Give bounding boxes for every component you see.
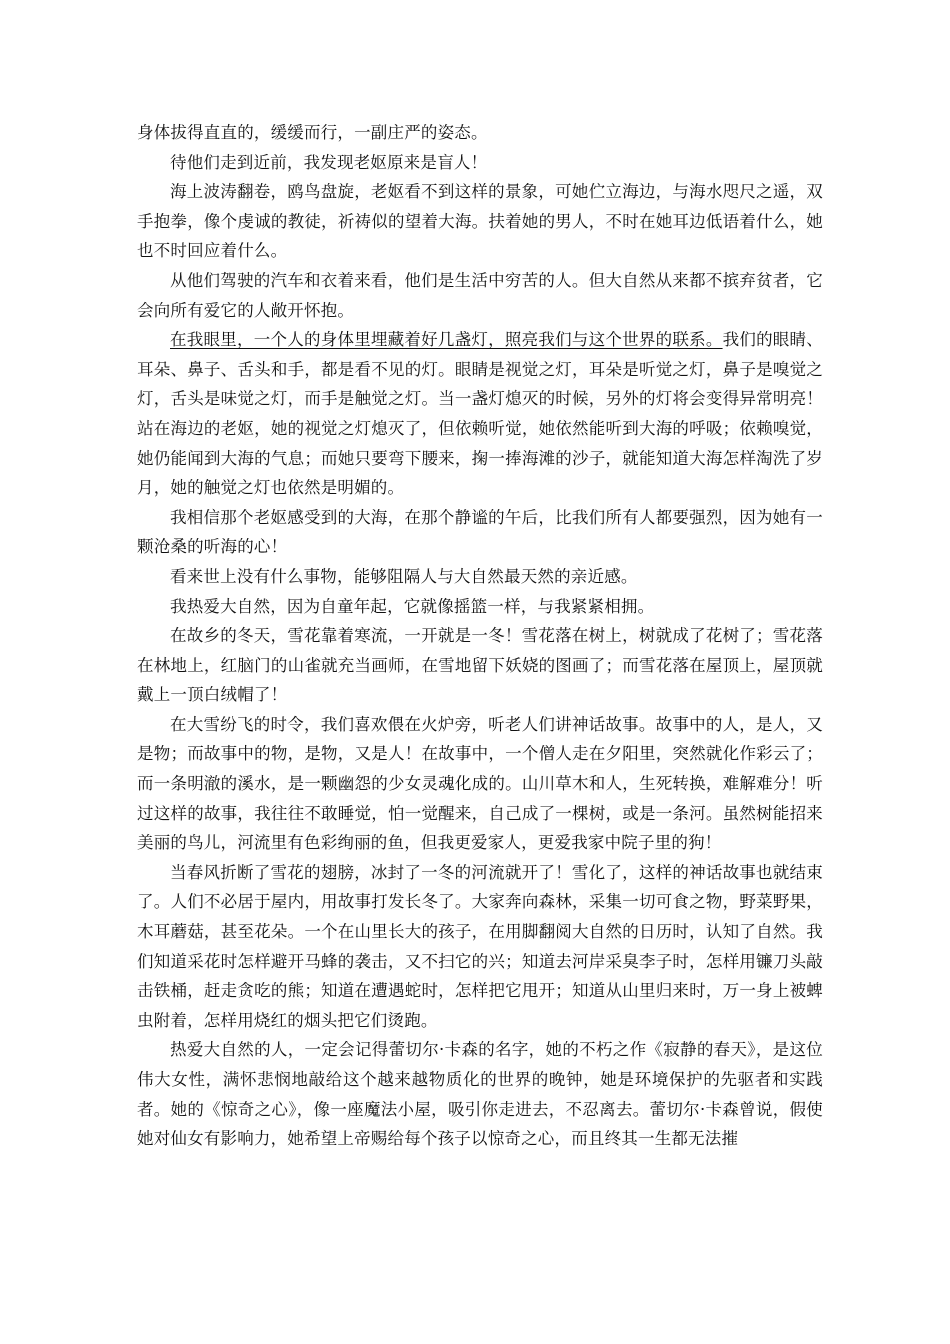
paragraph-text: 待他们走到近前，我发现老妪原来是盲人！ <box>170 152 488 172</box>
paragraph-text: 在故乡的冬天，雪花靠着寒流，一开就是一冬！雪花落在树上，树就成了花树了；雪花落在林地上，红脑门的山雀就充当画师，在雪地留下妖娆的图画了；而雪花落在屋顶上，屋顶就戴上一顶白绒帽了！ <box>137 626 823 705</box>
paragraph-text: 我们的眼睛、耳朵、鼻子、舌头和手，都是看不见的灯。眼睛是视觉之灯，耳朵是听觉之灯，鼻子是嗅觉之灯，舌头是味觉之灯，而手是触觉之灯。当一盏灯熄灭的时候，另外的灯将会变得异常明亮！站在海边的老妪，她的视觉之灯熄灭了，但依赖听觉，她依然能听到大海的呼吸；依赖嗅觉，她仍能闻到大海的气息；而她只要弯下腰来，掬一捧海滩的沙子，就能知道大海怎样淘洗了岁月，她的触觉之灯也依然是明媚的。 <box>137 330 824 498</box>
paragraph-text: 我相信那个老妪感受到的大海，在那个静谧的午后，比我们所有人都要强烈，因为她有一颗沧桑的听海的心！ <box>137 507 823 557</box>
underlined-sentence: 在我眼里，一个人的身体里埋藏着好几盏灯，照亮我们与这个世界的联系。 <box>170 330 723 350</box>
paragraph-text: 我热爱大自然，因为自童年起，它就像摇篮一样，与我紧紧相拥。 <box>170 596 655 616</box>
paragraph-10 <box>137 710 823 858</box>
paragraph-2 <box>137 148 823 178</box>
paragraph-text: 当春风折断了雪花的翅膀，冰封了一冬的河流就开了！雪化了，这样的神话故事也就结束了。人们不必居于屋内，用故事打发长冬了。大家奔向森林，采集一切可食之物，野菜野果，木耳蘑菇，甚至花朵。一个在山里长大的孩子，在用脚翻阅大自然的日历时，认知了自然。我们知道采花时怎样避开马蜂的袭击，又不扫它的兴；知道去河岸采臭李子时，怎样用镰刀头敲击铁桶，赶走贪吃的熊；知道在遭遇蛇时，怎样把它甩开；知道从山里归来时，万一身上被蜱虫附着，怎样用烧红的烟头把它们烫跑。 <box>137 862 823 1030</box>
paragraph-text: 海上波涛翻卷，鸥鸟盘旋，老妪看不到这样的景象，可她伫立海边，与海水咫尺之遥，双手抱拳，像个虔诚的教徒，祈祷似的望着大海。扶着她的男人，不时在她耳边低语着什么，她也不时回应着什么。 <box>137 182 823 261</box>
paragraph-8 <box>137 592 823 622</box>
paragraph-11 <box>137 858 823 1036</box>
article-body <box>137 118 823 1154</box>
paragraph-1 <box>137 118 823 148</box>
paragraph-4 <box>137 266 823 325</box>
paragraph-text: 在大雪纷飞的时令，我们喜欢偎在火炉旁，听老人们讲神话故事。故事中的人，是人，又是物；而故事中的物，是物，又是人！在故事中，一个僧人走在夕阳里，突然就化作彩云了；而一条明澈的溪水，是一颗幽怨的少女灵魂化成的。山川草木和人，生死转换，难解难分！听过这样的故事，我往往不敢睡觉，怕一觉醒来，自己成了一棵树，或是一条河。虽然树能招来美丽的鸟儿，河流里有色彩绚丽的鱼，但我更爱家人，更爱我家中院子里的狗！ <box>137 714 823 853</box>
paragraph-text: 热爱大自然的人，一定会记得蕾切尔·卡森的名字，她的不朽之作《寂静的春天》，是这位伟大女性，满怀悲悯地敲给这个越来越物质化的世界的晚钟，她是环境保护的先驱者和实践者。她的《惊奇之心》，像一座魔法小屋，吸引你走进去，不忍离去。蕾切尔·卡森曾说，假使她对仙女有影响力，她希望上帝赐给每个孩子以惊奇之心，而且终其一生都无法摧 <box>137 1040 823 1149</box>
paragraph-9 <box>137 621 823 710</box>
paragraph-3 <box>137 177 823 266</box>
paragraph-text: 从他们驾驶的汽车和衣着来看，他们是生活中穷苦的人。但大自然从来都不摈弃贫者，它会向所有爱它的人敞开怀抱。 <box>137 270 823 320</box>
paragraph-6 <box>137 503 823 562</box>
paragraph-text: 身体拔得直直的，缓缓而行，一副庄严的姿态。 <box>137 123 488 142</box>
paragraph-5 <box>137 325 823 503</box>
paragraph-12 <box>137 1035 823 1153</box>
paragraph-7 <box>137 562 823 592</box>
paragraph-text: 看来世上没有什么事物，能够阻隔人与大自然最天然的亲近感。 <box>170 566 638 586</box>
